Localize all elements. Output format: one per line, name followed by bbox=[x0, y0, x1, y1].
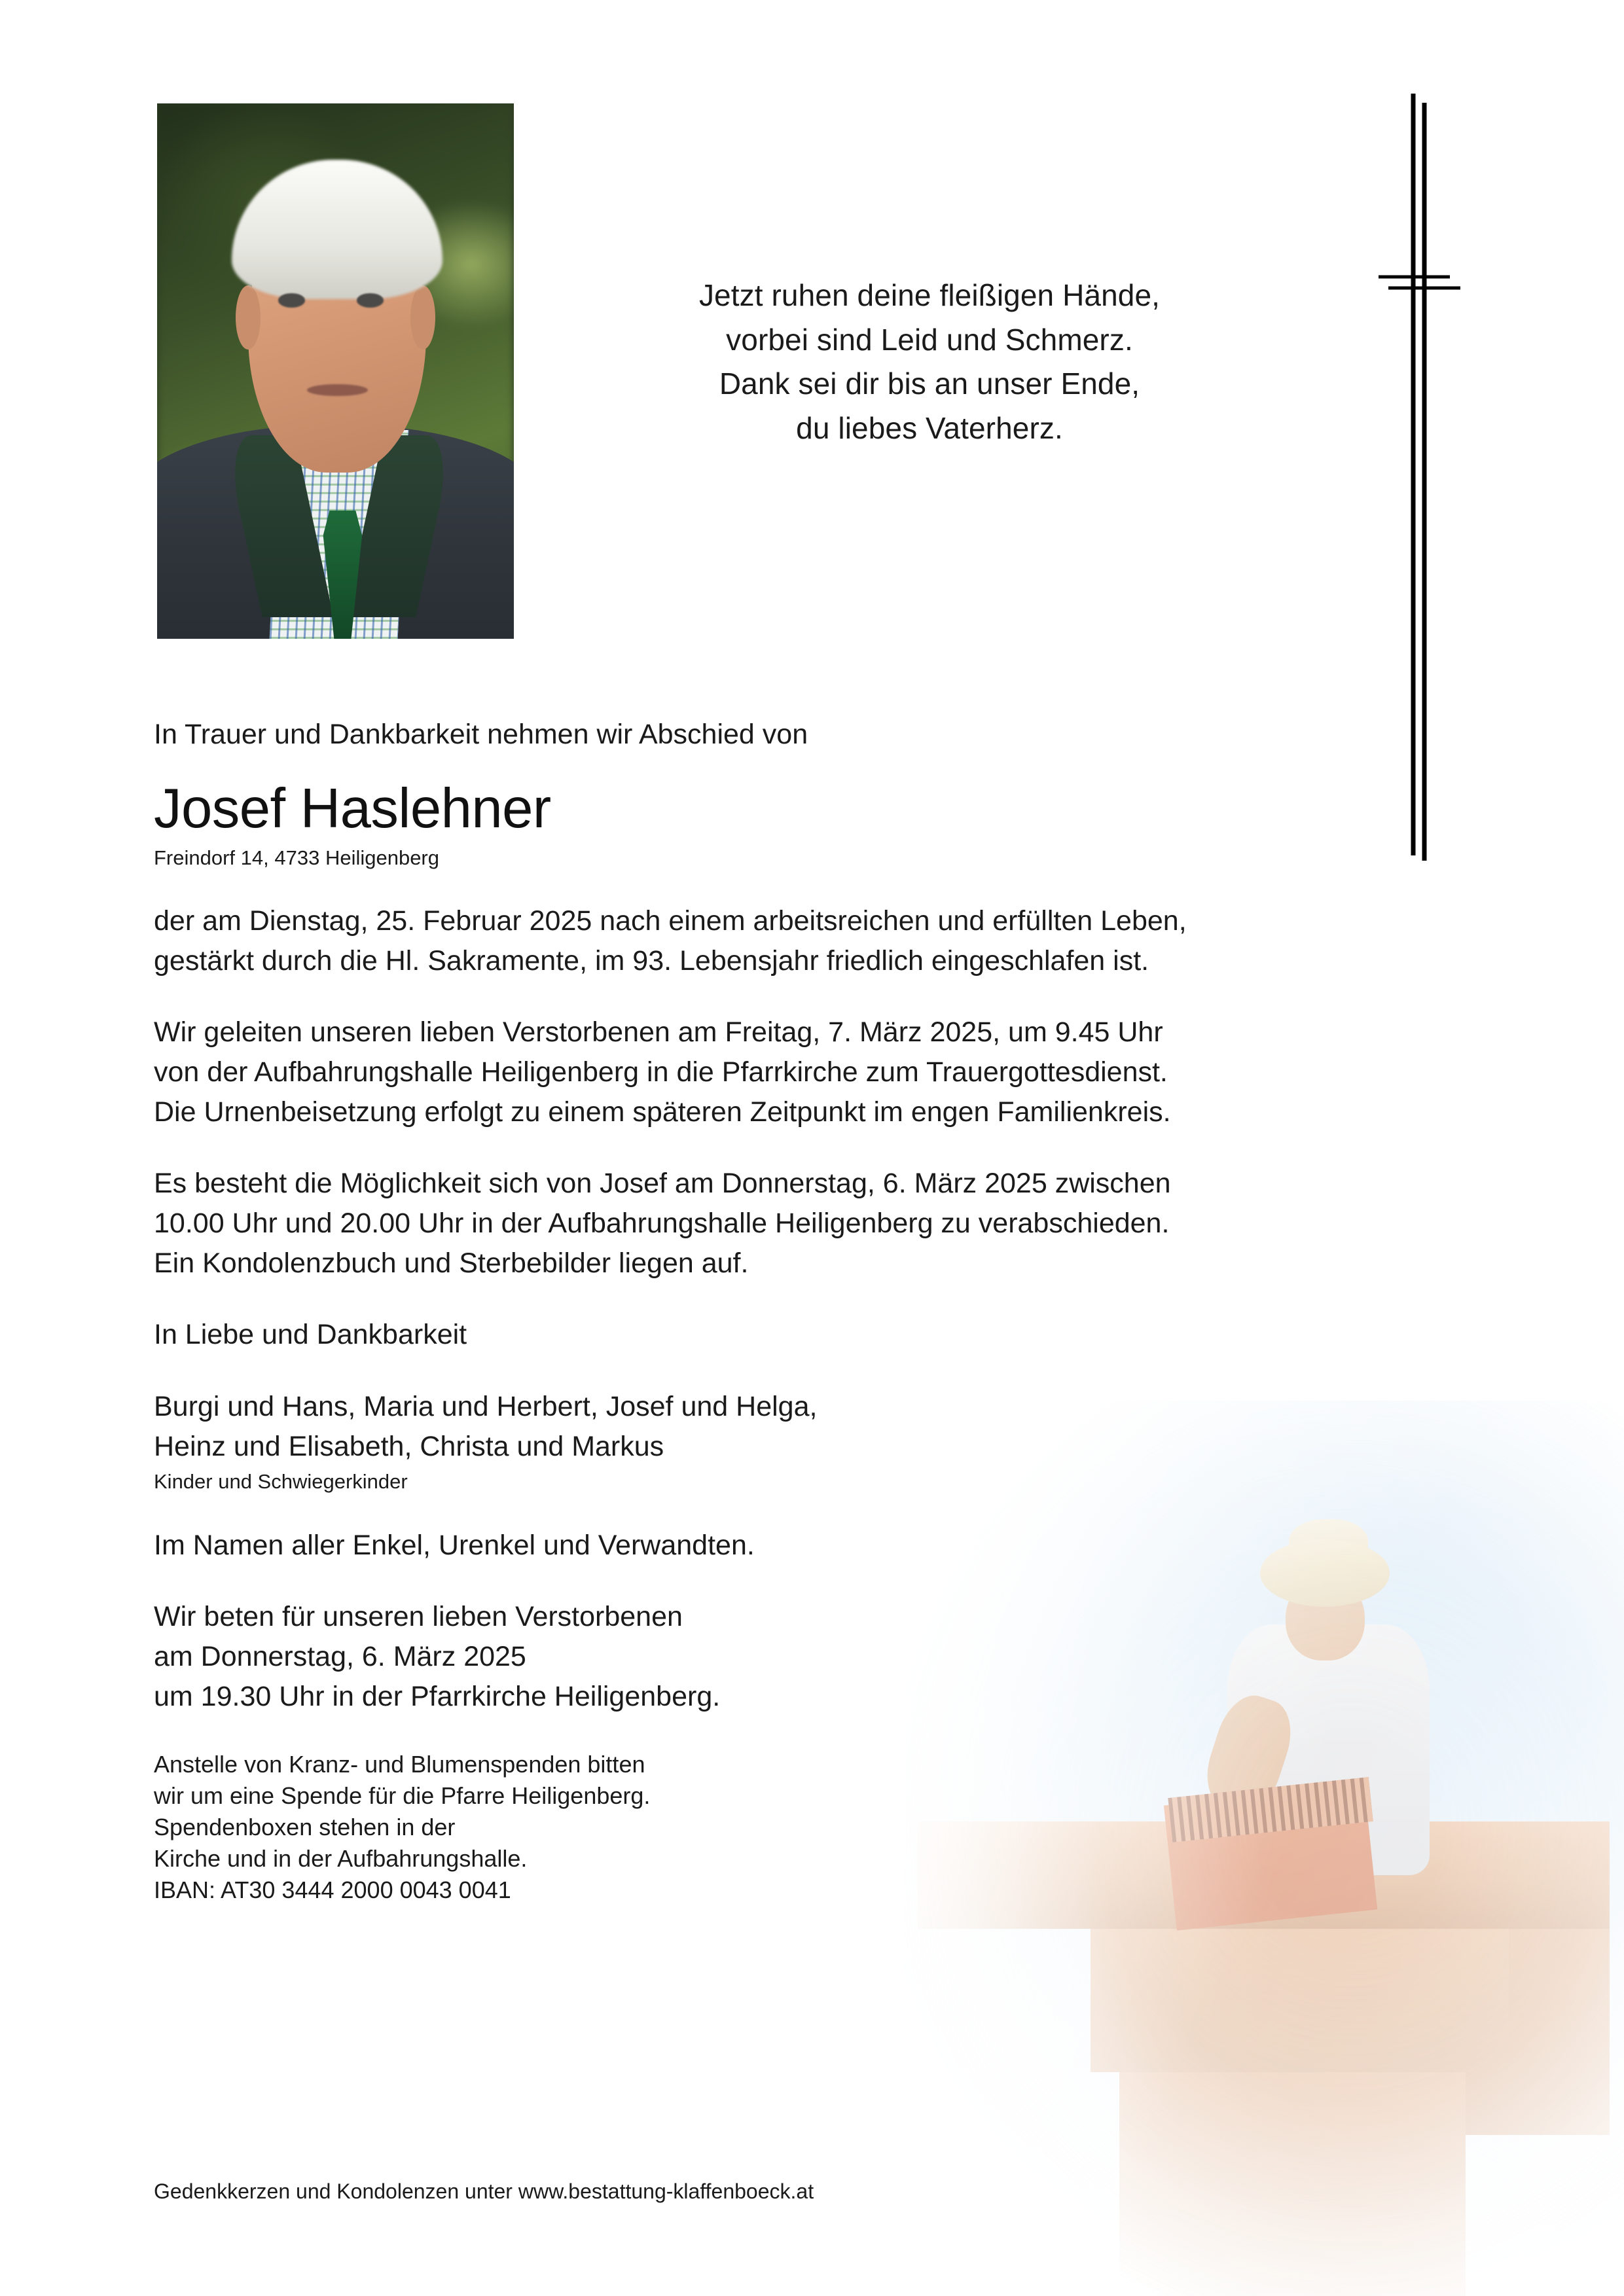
donation-paragraph-line: Anstelle von Kranz- und Blumenspenden bitten bbox=[154, 1750, 645, 1778]
verse-line: vorbei sind Leid und Schmerz. bbox=[726, 322, 1133, 357]
brick-wall-middle bbox=[1091, 1929, 1509, 2072]
funeral-paragraph-line: Wir geleiten unseren lieben Verstorbenen am Freitag, 7. März 2025, um 9.45 Uhr bbox=[154, 1016, 1163, 1049]
prayer-paragraph bbox=[154, 1597, 1398, 1717]
farewell-paragraph-line: 10.00 Uhr und 20.00 Uhr in der Aufbahrungshalle Heiligenberg zu verabschieden. bbox=[154, 1208, 1170, 1240]
verse-line: Jetzt ruhen deine fleißigen Hände, bbox=[698, 278, 1161, 312]
funeral-paragraph-line: von der Aufbahrungshalle Heiligenberg in die Pfarrkirche zum Trauergottesdienst. bbox=[154, 1056, 1168, 1088]
deceased-portrait-photo bbox=[157, 103, 514, 639]
farewell-paragraph bbox=[154, 1164, 1398, 1283]
prayer-paragraph-line: Wir beten für unseren lieben Verstorbenen bbox=[154, 1601, 683, 1633]
funeral-paragraph bbox=[154, 1013, 1398, 1132]
donation-paragraph-line: Spendenboxen stehen in der bbox=[154, 1814, 456, 1840]
donation-paragraph bbox=[154, 1749, 1398, 1907]
mourning-lead-line: In Trauer und Dankbarkeit nehmen wir Abschied von bbox=[154, 719, 808, 750]
memorial-verse bbox=[668, 274, 1191, 450]
portrait-eye-left bbox=[278, 293, 305, 307]
family-relation-caption: Kinder und Schwiegerkinder bbox=[154, 1469, 408, 1493]
verse-line: du liebes Vaterherz. bbox=[796, 410, 1063, 445]
deceased-name: Josef Haslehner bbox=[154, 777, 551, 840]
verse-line: Dank sei dir bis an unser Ende, bbox=[719, 367, 1140, 401]
donation-paragraph-line: Kirche und in der Aufbahrungshalle. bbox=[154, 1845, 528, 1873]
family-names-line: Heinz und Elisabeth, Christa und Markus bbox=[154, 1430, 664, 1462]
brick-wall-lower bbox=[1119, 2072, 1465, 2296]
donation-iban: IBAN: AT30 3444 2000 0043 0041 bbox=[154, 1876, 511, 1904]
farewell-paragraph-line: Es besteht die Möglichkeit sich von Josef am Donnerstag, 6. März 2025 zwischen bbox=[154, 1168, 1171, 1200]
announcement-text-block bbox=[154, 717, 1398, 1907]
donation-paragraph-line: wir um eine Spende für die Pfarre Heiligenberg. bbox=[154, 1782, 651, 1809]
closing-line: In Liebe und Dankbarkeit bbox=[154, 1319, 467, 1351]
portrait-eye-right bbox=[357, 293, 384, 307]
brick-wall-right bbox=[1422, 1866, 1610, 2134]
relatives-line: Im Namen aller Enkel, Urenkel und Verwandten. bbox=[154, 1530, 755, 1562]
funeral-paragraph-line: Die Urnenbeisetzung erfolgt zu einem späteren Zeitpunkt im engen Familienkreis. bbox=[154, 1096, 1171, 1128]
footer-condolence-link[interactable]: Gedenkkerzen und Kondolenzen unter www.bestattung-klaffenboeck.at bbox=[154, 2179, 814, 2203]
portrait-ear-left bbox=[236, 285, 261, 350]
death-paragraph-line: gestärkt durch die Hl. Sakramente, im 93. Lebensjahr friedlich eingeschlafen ist. bbox=[154, 945, 1149, 977]
death-paragraph bbox=[154, 901, 1398, 981]
family-names-line: Burgi und Hans, Maria und Herbert, Josef und Helga, bbox=[154, 1390, 818, 1422]
deceased-address: Freindorf 14, 4733 Heiligenberg bbox=[154, 846, 439, 869]
portrait-ear-right bbox=[410, 285, 435, 350]
farewell-paragraph-line: Ein Kondolenzbuch und Sterbebilder liegen auf. bbox=[154, 1247, 749, 1280]
family-names bbox=[154, 1387, 1398, 1495]
death-paragraph-line: der am Dienstag, 25. Februar 2025 nach einem arbeitsreichen und erfüllten Leben, bbox=[154, 905, 1187, 937]
prayer-paragraph-line: um 19.30 Uhr in der Pfarrkirche Heiligenberg. bbox=[154, 1681, 721, 1713]
prayer-paragraph-line: am Donnerstag, 6. März 2025 bbox=[154, 1641, 526, 1673]
